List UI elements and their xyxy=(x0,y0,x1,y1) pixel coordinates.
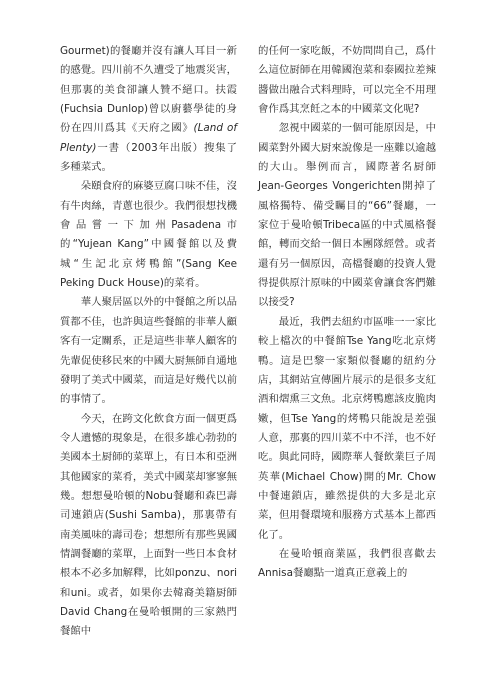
paragraph: 朵頤食府的麻婆豆腐口味不佳，沒有牛肉絲，青蔥也很少。我們很想找機會品嘗一下加州Pasadena市的“Yujean Kang”中國餐館以及費城“生記北京烤鴨館”(Sang Kee Peking Duck House)的菜肴。 xyxy=(60,180,237,290)
left-column xyxy=(60,42,237,642)
book-title-english: (Land of Plenty) xyxy=(60,122,237,154)
paragraph-text: Gourmet)的餐廳并沒有讓人耳目一新的感覺。四川前不久遭受了地震災害，但那裏的美食卻讓人贊不絕口。扶霞(Fuchsia Dunlop)曾以廚藝學徒的身份在四川爲其《天府之國》 xyxy=(60,45,237,135)
paragraph: 忽視中國菜的一個可能原因是，中國菜對外國大厨來說像是一座難以逾越的大山。舉例而言，國際著名厨師Jean-Georges Vongerichten開掉了風格獨特、備受矚目的“66”餐廳，一家位于曼哈頓Tribeca區的中式風格餐館，轉而交給一個日本團隊經營。或者還有另一個原因，高檔餐廳的投資人覺得提供原汁原味的中國菜會讓食客們難以接受? xyxy=(258,122,436,309)
paragraph: 最近，我們去紐約市區唯一一家比較上檔次的中餐館Tse Yang吃北京烤鴨。這是巴黎一家類似餐廳的紐約分店，其網站宣傳圖片展示的是很多支紅酒和熠熏三文魚。北京烤鴨應該皮脆肉嫩，但Tse Yang的烤鴨只能說是差强人意，那裏的四川菜不中不洋，也不好吃。與此同時，國際華人餐飲業巨子周英華(Michael Chow)開的Mr. Chow中餐連鎖店，雖然提供的大多是北京菜，但用餐環境和服務方式基本上都西化了。 xyxy=(258,315,436,541)
paragraph: 今天，在跨文化飲食方面一個更爲令人遺憾的現象是，在很多雄心勃勃的美國本土厨師的菜單上，有日本和亞洲其他國家的菜肴，美式中國菜却寥寥無幾。想想曼哈頓的Nobu餐廳和森巴壽司連鎖店(Sushi Samba)，那裏帶有南美風味的壽司卷；想想所有那些異國情調餐廳的菜單，上面對一些日本食材根本不必多加解釋，比如ponzu、nori和uni。或者，如果你去韓裔美籍厨師David Chang在曼哈頓開的三家熱門餐館中 xyxy=(60,412,237,638)
right-column xyxy=(258,42,436,584)
paragraph-text: 一書（2003年出版）搜集了多種菜式。 xyxy=(60,141,237,174)
paragraph xyxy=(60,42,237,177)
paragraph: 華人聚居區以外的中餐館之所以品質都不佳，也許與這些餐館的非華人顧客有一定關系，正是這些非華人顧客的先輩促使移民來的中國大厨無師自通地發明了美式中國菜，而這是好幾代以前的事情了。 xyxy=(60,296,237,406)
paragraph: 的任何一家吃飯，不妨問問自己，爲什么這位厨師在用韓國泡菜和泰國拉差辣醬做出融合式料理時，可以完全不用理會作爲其烹飪之本的中國菜文化呢? xyxy=(258,45,436,116)
paragraph: 在曼哈頓商業區，我們很喜歡去Annisa餐廳點一道真正意義上的 xyxy=(258,547,436,580)
